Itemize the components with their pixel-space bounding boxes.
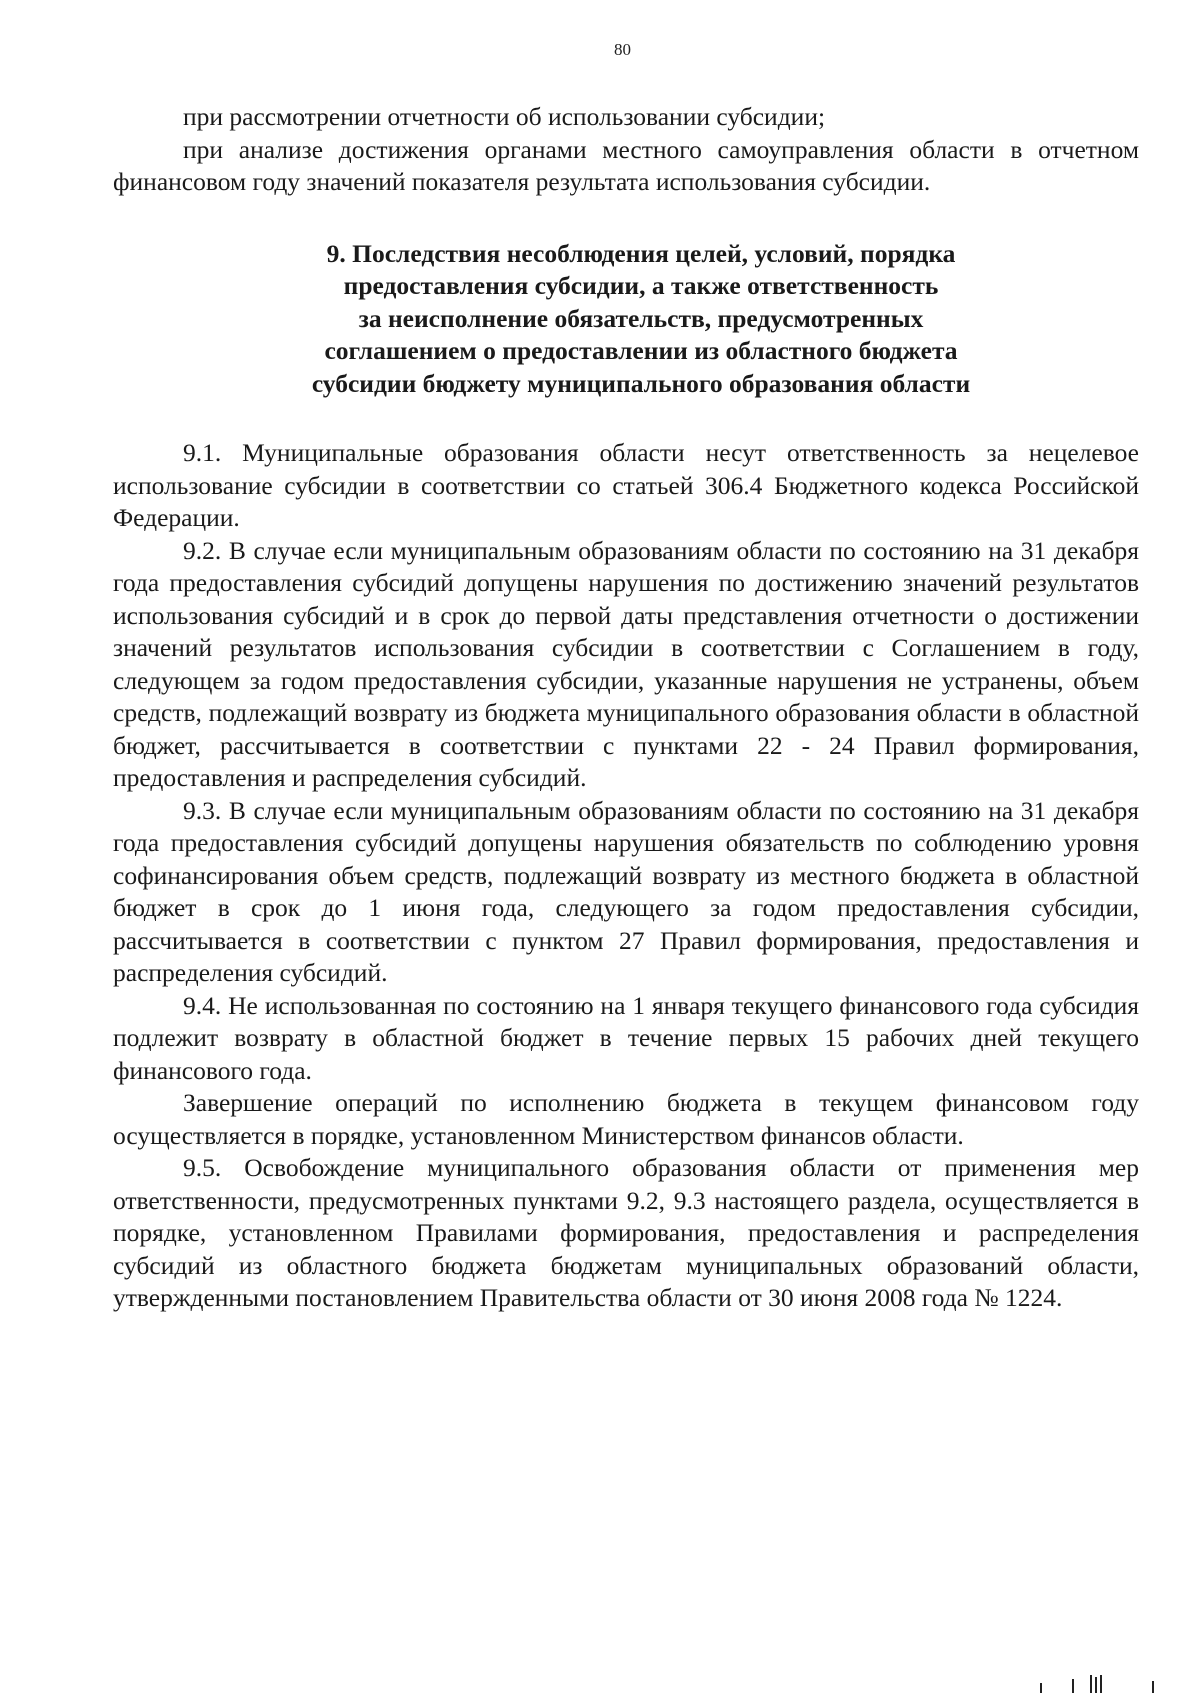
heading-line-4: соглашением о предоставлении из областного бюджета	[324, 336, 958, 365]
document-body	[113, 101, 1139, 1315]
section-heading	[113, 238, 1139, 401]
paragraph-9-5: 9.5. Освобождение муниципального образования области от применения мер ответственности, предусмотренных пунктами 9.2, 9.3 настоящего раздела, осуществляется в порядке, установленном Правилами формирования, предоставления и распределения субсидий из областного бюджета бюджетам муниципальных образований области, утвержденными постановлением Правительства области от 30 июня 2008 года № 1224.	[113, 1153, 1139, 1312]
page-number: 80	[614, 40, 631, 59]
paragraph-9-2: 9.2. В случае если муниципальным образованиям области по состоянию на 31 декабря года предоставления субсидий допущены нарушения по достижению значений результатов использования субсидий и в срок до первой даты представления отчетности о достижении значений результатов использования субсидии в соответствии с Соглашением в году, следующем за годом предоставления субсидии, указанные нарушения не устранены, объем средств, подлежащий возврату из бюджета муниципального образования области в областной бюджет, рассчитывается в соответствии с пунктами 22 - 24 Правил формирования, предоставления и распределения субсидий.	[113, 535, 1139, 792]
heading-line-3: за неисполнение обязательств, предусмотренных	[358, 303, 924, 333]
scan-edge-marks	[1032, 1671, 1192, 1693]
paragraph-9-3: 9.3. В случае если муниципальным образованиям области по состоянию на 31 декабря года предоставления субсидий допущены нарушения обязательств по соблюдению уровня софинансирования объем средств, подлежащий возврату из местного бюджета в областной бюджет в срок до 1 июня года, следующего за годом предоставления субсидии, рассчитывается в соответствии с пунктом 27 Правил формирования, предоставления и распределения субсидий.	[113, 795, 1139, 987]
intro-line-2: при анализе достижения органами местного самоуправления области в отчетном финансовом году значений показателя результата использования субсидии.	[113, 134, 1139, 196]
intro-line-1: при рассмотрении отчетности об использовании субсидии;	[183, 102, 826, 131]
paragraph-9-4: 9.4. Не использованная по состоянию на 1 января текущего финансового года субсидия подлежит возврату в областной бюджет в течение первых 15 рабочих дней текущего финансового года.	[113, 990, 1139, 1085]
paragraph-9-4-continued: Завершение операций по исполнению бюджета в текущем финансовом году осуществляется в порядке, установленном Министерством финансов области.	[113, 1088, 1139, 1150]
heading-line-2: предоставления субсидии, а также ответственность	[343, 271, 939, 300]
paragraph-9-1: 9.1. Муниципальные образования области несут ответственность за нецелевое использование субсидии в соответствии со статьей 306.4 Бюджетного кодекса Российской Федерации.	[113, 438, 1139, 532]
heading-line-1: 9. Последствия несоблюдения целей, условий, порядка	[326, 238, 956, 268]
heading-line-5: субсидии бюджету муниципального образования области	[311, 368, 971, 398]
